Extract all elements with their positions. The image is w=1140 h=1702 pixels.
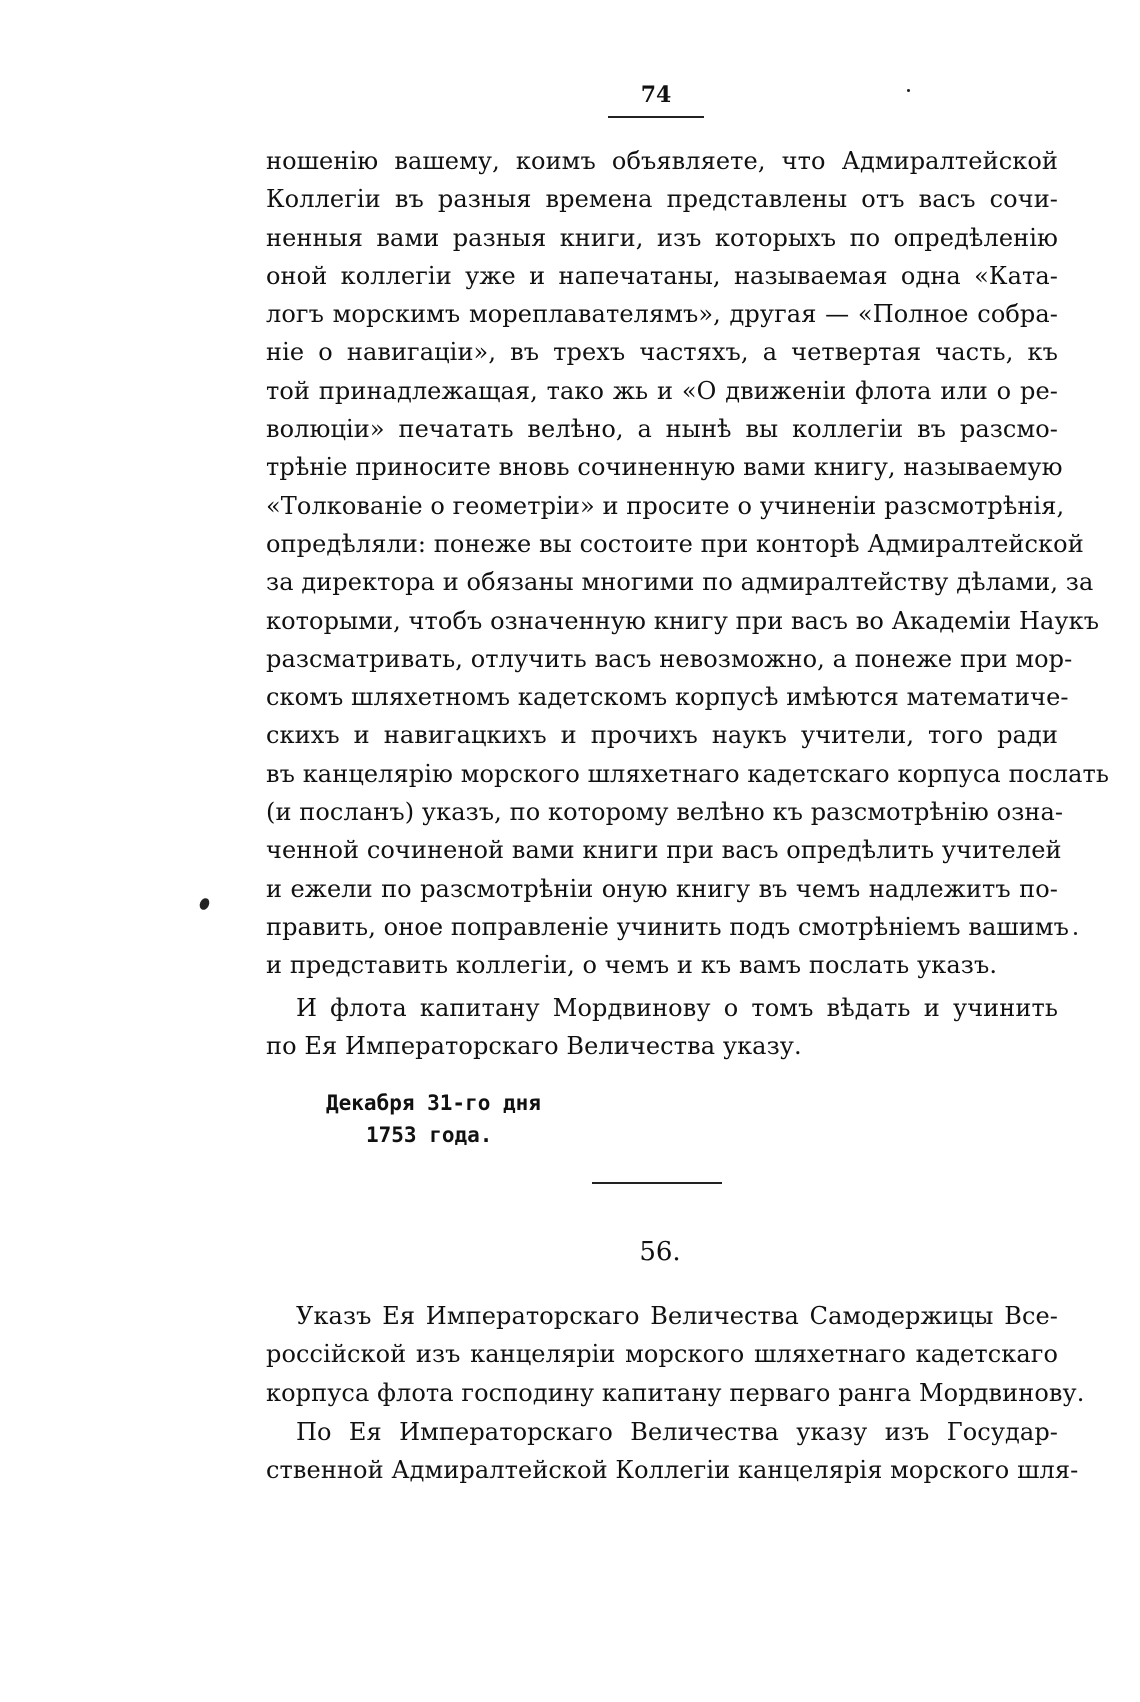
text-line: ненныя вами разныя книги, изъ которыхъ по опредѣленію <box>266 223 1058 252</box>
text-line: въ канцелярію морского шляхетнаго кадетскаго корпуса послать <box>266 759 1110 788</box>
heading-line: Указъ Ея Императорскаго Величества Самодержицы Все- <box>296 1302 1058 1330</box>
paragraph-3 <box>266 1413 1079 1490</box>
text-line: той принадлежащая, тако жь и «О движеніи флота или о ре- <box>266 376 1058 405</box>
text-line: ченной сочиненой вами книги при васъ опредѣлить учителей <box>266 836 1062 865</box>
date-line-year: 1753 года. <box>366 1123 493 1147</box>
text-line: волюціи» печатать велѣно, а нынѣ вы коллегіи въ разсмо- <box>266 415 1058 444</box>
date-line-day: Декабря 31-го дня <box>326 1091 541 1115</box>
text-line: и ежели по разсмотрѣніи оную книгу въ чемъ надлежитъ по- <box>266 874 1058 903</box>
text-line: Коллегіи въ разныя времена представлены отъ васъ сочи- <box>266 185 1058 214</box>
text-line: И флота капитану Мордвинову о томъ вѣдать и учинить <box>296 994 1058 1022</box>
heading-line: корпуса флота господину капитану перваго ранга Мордвинову. <box>266 1378 1085 1407</box>
text-line: опредѣляли: понеже вы состоите при конторѣ Адмиралтейской <box>266 529 1084 558</box>
text-line: трѣніе приносите вновь сочиненную вами книгу, называемую <box>266 453 1063 482</box>
text-line: которыми, чтобъ означенную книгу при васъ во Академіи Наукъ <box>266 606 1100 635</box>
text-line: ніе о навигаціи», въ трехъ частяхъ, а четвертая часть, къ <box>266 338 1058 367</box>
text-line: за директора и обязаны многими по адмиралтейству дѣлами, за <box>266 568 1094 597</box>
text-line: ственной Адмиралтейской Коллегіи канцелярія морского шля- <box>266 1456 1079 1485</box>
speck-mark <box>907 89 910 92</box>
document-number: 56. <box>639 1237 681 1267</box>
text-line: логъ морскимъ мореплавателямъ», другая — «Полное собра- <box>266 300 1058 329</box>
text-line: править, оное поправленіе учинить подъ смотрѣніемъ вашимъ <box>266 912 1070 941</box>
heading-line: россійской изъ канцеляріи морского шляхетнаго кадетскаго <box>266 1340 1058 1369</box>
text-line: (и посланъ) указъ, по которому велѣно къ разсмотрѣнію озна- <box>266 798 1064 827</box>
page-number: 74 <box>640 82 672 108</box>
text-line: и представить коллегіи, о чемъ и къ вамъ послать указъ. <box>266 951 998 980</box>
text-line: скихъ и навигацкихъ и прочихъ наукъ учители, того ради <box>266 721 1058 750</box>
text-line: скомъ шляхетномъ кадетскомъ корпусѣ имѣются математиче- <box>266 683 1069 712</box>
text-line: по Ея Императорскаго Величества указу. <box>266 1032 802 1061</box>
text-line: По Ея Императорскаго Величества указу изъ Государ- <box>296 1418 1058 1446</box>
speck-mark <box>1074 932 1077 935</box>
document-heading <box>266 1297 1085 1412</box>
ink-blot-mark <box>198 897 211 912</box>
section-divider <box>592 1182 722 1184</box>
paragraph-2 <box>266 989 1058 1066</box>
text-line: оной коллегіи уже и напечатаны, называемая одна «Ката- <box>266 261 1058 290</box>
text-line: «Толкованіе о геометріи» и просите о учиненіи разсмотрѣнія, <box>266 491 1065 520</box>
text-line: разсматривать, отлучить васъ невозможно, а понеже при мор- <box>266 644 1073 673</box>
paragraph-1 <box>266 142 1110 985</box>
page-number-rule <box>608 116 704 118</box>
text-line: ношенію вашему, коимъ объявляете, что Адмиралтейской <box>266 147 1058 175</box>
